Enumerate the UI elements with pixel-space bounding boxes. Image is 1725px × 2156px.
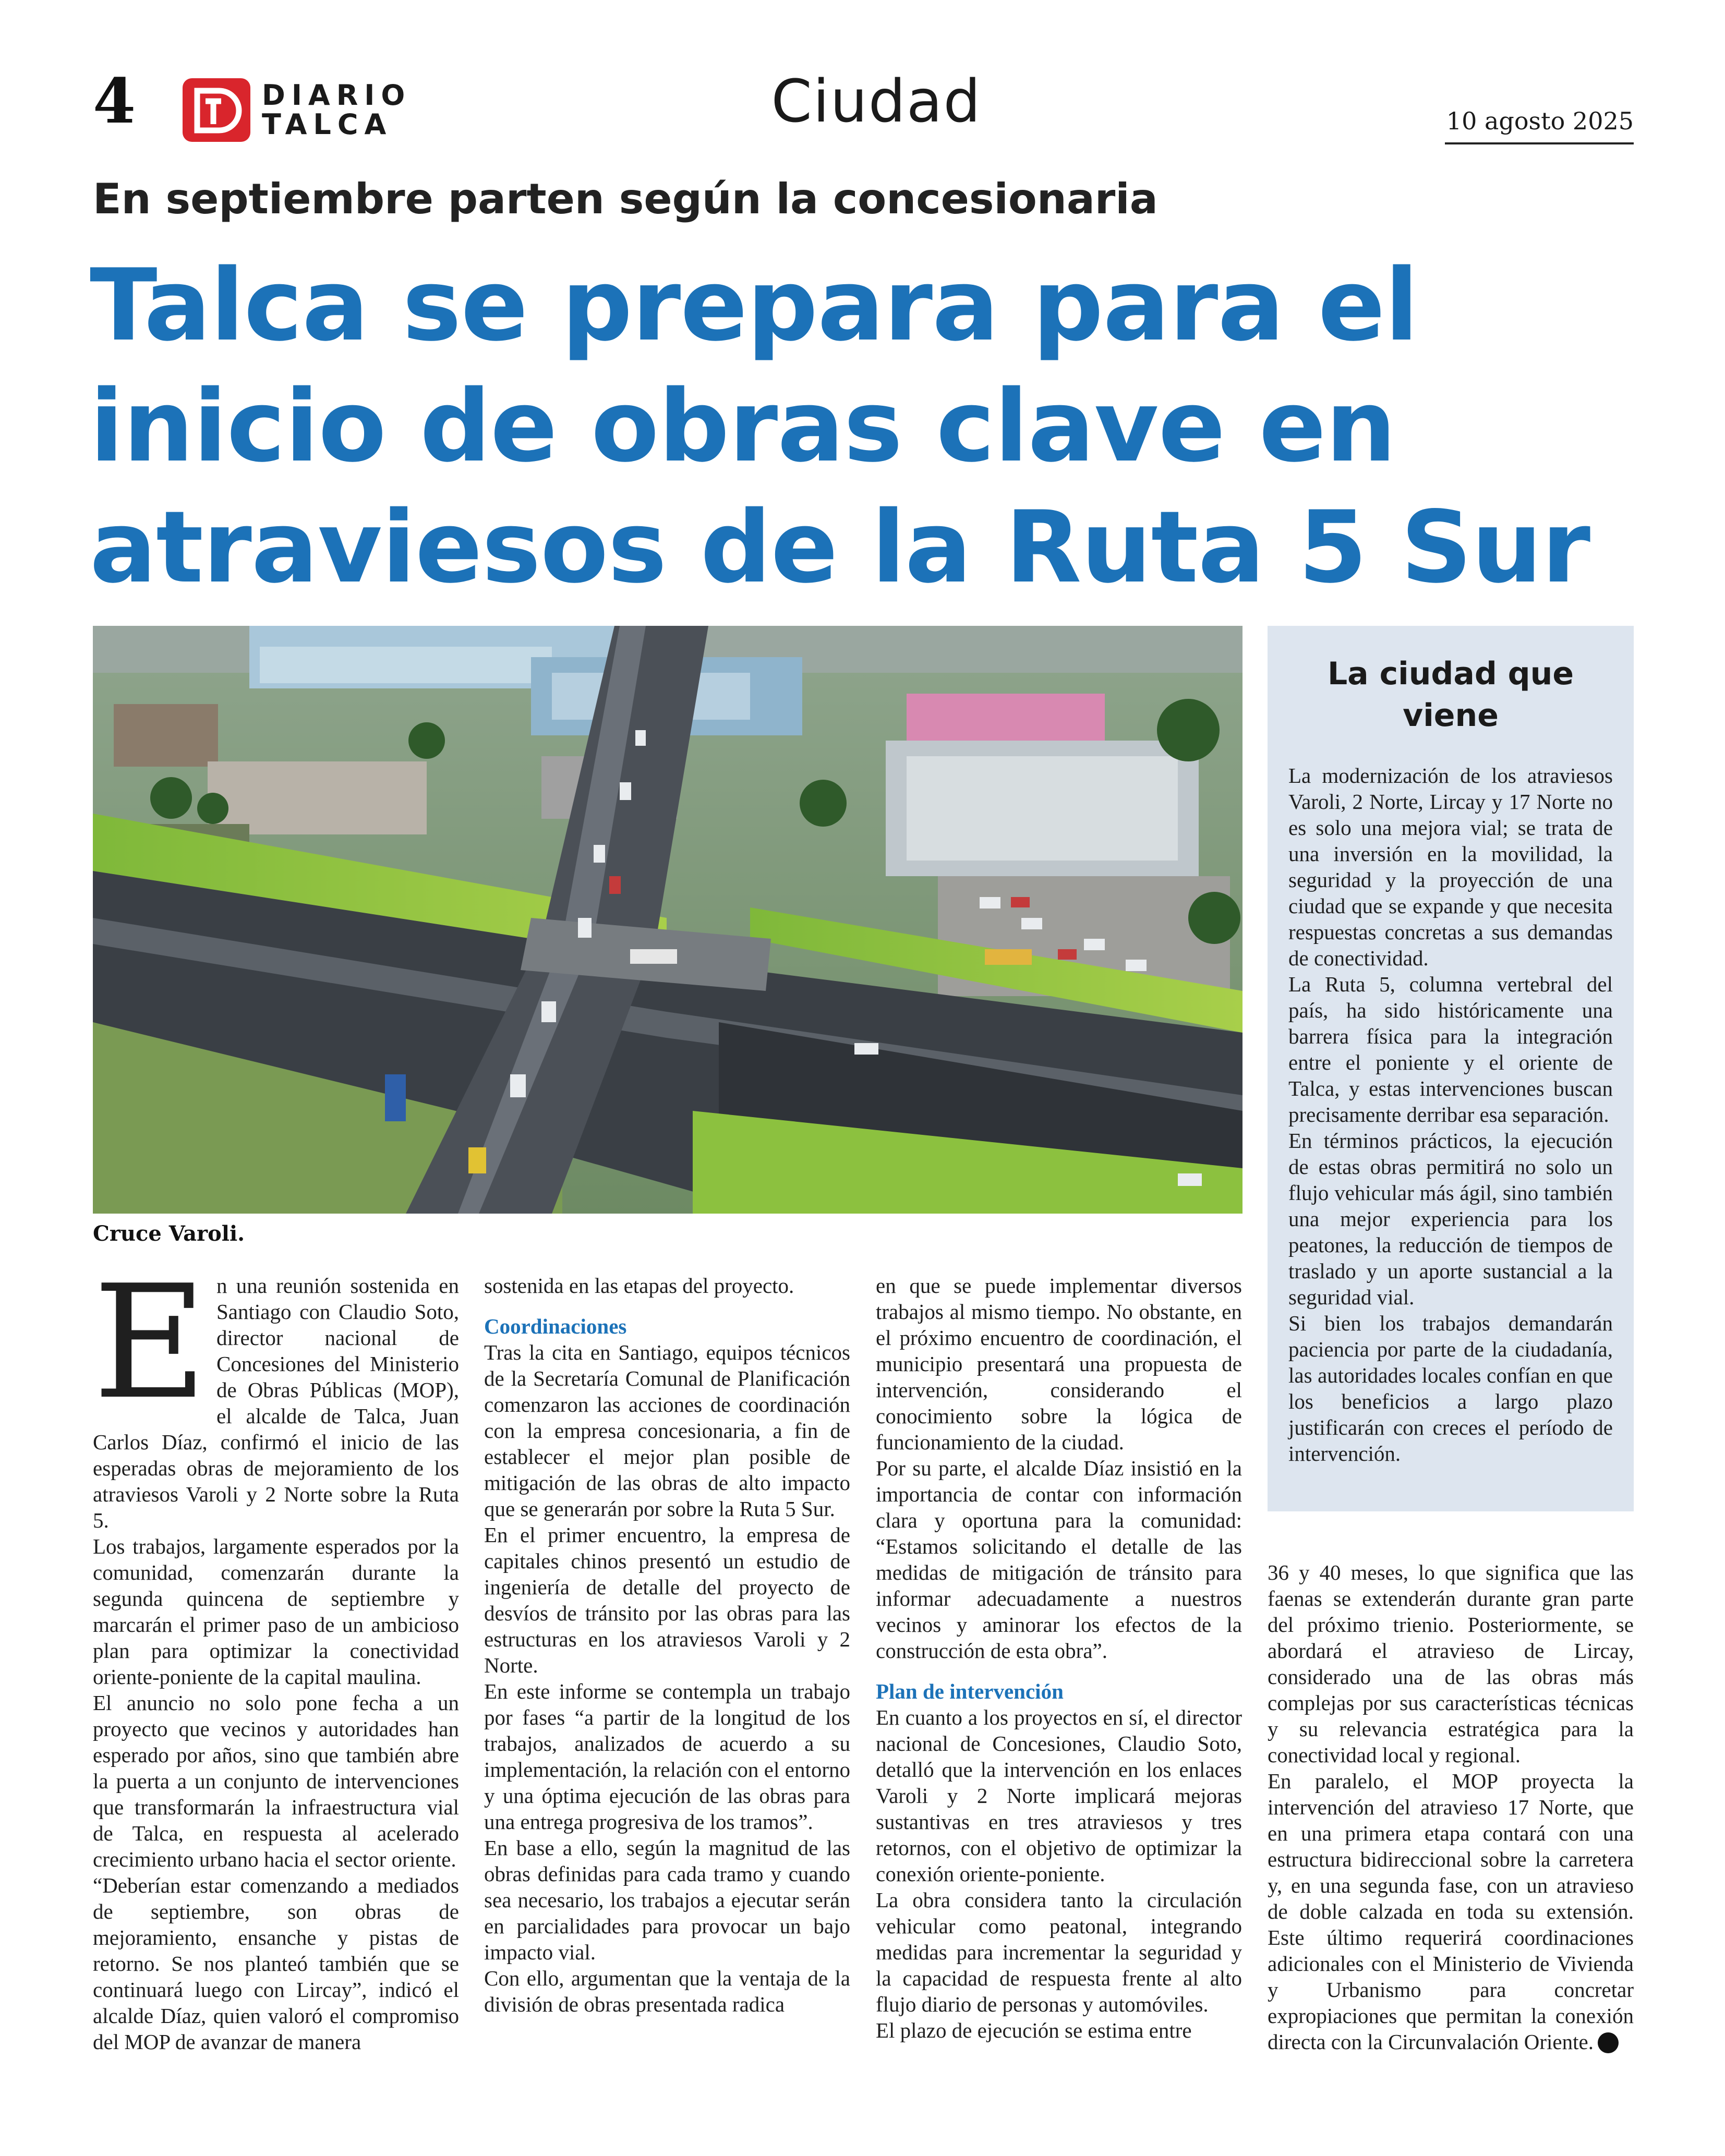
body-paragraph: Con ello, argumentan que la ventaja de la división de obras presentada radica [484,1966,850,2016]
body-paragraph: Por su parte, el alcalde Díaz insistió en la importancia de contar con información clara y oportuna para la comunidad: “Estamos solicitando el detalle de las medidas de mitigación de tránsito para informar adecuadamente a nuestros vecinos y aminorar los efectos de la construcción de esta obra”. [876,1456,1242,1663]
body-paragraph: El anuncio no solo pone fecha a un proyecto que vecinos y autoridades han esperado por años, sino que también abre la puerta a un conjunto de intervenciones que transformarán la infraestructura vial de Talca, en respuesta al acelerado crecimiento urbano hacia el sector oriente. [93,1691,459,1871]
issue-date: 10 agosto 2025 [1445,107,1634,144]
body-paragraph [1268,1768,1634,2055]
body-paragraph: La obra considera tanto la circulación vehicular como peatonal, integrando medidas para incrementar la seguridad y la capacidad de respuesta frente al alto flujo diario de personas y automóviles. [876,1888,1242,2016]
body-paragraph: n una reunión sostenida en Santiago con Claudio Soto, director nacional de Concesiones del Ministerio de Obras Públicas (MOP), el alcalde de Talca, Juan Carlos Díaz, confirmó el inicio de las esperadas obras de mejoramiento de los atraviesos Varoli y 2 Norte sobre la Ruta 5. [93,1274,459,1532]
article-headline: Talca se prepara para el inicio de obras clave en atraviesos de la Ruta 5 Sur [90,248,1590,605]
drop-cap: E [93,1252,207,1434]
article-column-1 [93,1252,459,2055]
sidebar-title: La ciudad que viene [1327,656,1574,734]
sidebar-paragraph: La Ruta 5, columna vertebral del país, ha sido históricamente una barrera física para la integración entre el poniente y el oriente de Talca, y estas intervenciones buscan precisamente derribar esa separación. [1288,972,1613,1127]
body-paragraph: 36 y 40 meses, lo que significa que las faenas se extenderán durante gran parte del próximo trienio. Posteriormente, se abordará el atravieso de Lircay, considerado una de las obras más complejas por sus características técnicas y su relevancia estratégica para la conectividad local y regional. [1268,1560,1634,1767]
body-paragraph: En base a ello, según la magnitud de las obras definidas para cada tramo y cuando sea necesario, los trabajos a ejecutar serán en parcialidades para provocar un bajo impacto vial. [484,1836,850,1964]
end-of-article-icon [1598,2032,1619,2053]
article-column-3 [876,1273,1242,2043]
logo-d-icon [183,78,250,142]
body-paragraph: En cuanto a los proyectos en sí, el director nacional de Concesiones, Claudio Soto, detalló que la intervención en los enlaces Varoli y 2 Norte implicará mejoras sustantivas en tres atraviesos y tres retornos, con el objetivo de optimizar la conexión oriente-poniente. [876,1705,1242,1886]
sidebar-paragraph: Si bien los trabajos demandarán paciencia por parte de la ciudadanía, las autoridades locales confían en que los beneficios a largo plazo justificarán con creces el período de intervención. [1288,1311,1613,1465]
logo-line-talca: TALCA [262,108,393,141]
sidebar-paragraph: En términos prácticos, la ejecución de estas obras permitirá no solo un flujo vehicular más ágil, sino también una mejor experiencia para los peatones, la reducción de tiempos de traslado y un aporte sustancial a la seguridad vial. [1288,1129,1613,1309]
logo-line-diario: DIARIO [262,79,412,112]
article-column-4 [1268,1559,1634,2055]
body-paragraph: En este informe se contempla un trabajo por fases “a partir de la longitud de los trabajos, analizados de acuerdo a su implementación, la relación con el entorno y una óptima ejecución de las obras para una entrega progresiva de los tramos”. [484,1679,850,1834]
body-paragraph-text: En paralelo, el MOP proyecta la intervención del atravieso 17 Norte, que en una primera etapa contará con una estructura bidireccional sobre la carretera y, en una segunda fase, con un atravieso de doble calzada en toda su extensión. Este último requerirá coordinaciones adicionales con el Ministerio de Vivienda y Urbanismo para concretar expropiaciones que permitan la conexión directa con la Circunvalación Oriente. [1268,1769,1634,2054]
subheading-plan-de-intervencion: Plan de intervención [876,1679,1064,1703]
logo-wordmark [262,81,411,139]
sidebar-box [1268,626,1634,1511]
subheading-coordinaciones: Coordinaciones [484,1314,627,1338]
body-paragraph: sostenida en las etapas del proyecto. [484,1274,794,1298]
section-title: Ciudad [771,68,982,136]
article-column-2 [484,1273,850,2017]
article-photo [93,626,1243,1214]
diario-talca-logo [183,78,411,142]
body-paragraph: El plazo de ejecución se estima entre [876,2018,1192,2042]
sidebar-paragraph: La modernización de los atraviesos Varoli, 2 Norte, Lircay y 17 Norte no es solo una mejora vial; se trata de una inversión en la movilidad, la seguridad y la proyección de una ciudad que se expande y que necesita respuestas concretas a sus demandas de conectividad. [1288,764,1613,970]
body-paragraph: Los trabajos, largamente esperados por la comunidad, comenzarán durante la segunda quincena de septiembre y marcarán el primer paso de un ambicioso plan para optimizar la conectividad oriente-poniente de la capital maulina. [93,1534,459,1689]
body-paragraph: Tras la cita en Santiago, equipos técnicos de la Secretaría Comunal de Planificación comenzaron las acciones de coordinación con la empresa concesionaria, a fin de establecer el mejor plan posible de mitigación de las obras de alto impacto que se generarán por sobre la Ruta 5 Sur. [484,1340,850,1521]
body-paragraph: “Deberían estar comenzando a mediados de septiembre, son obras de mejoramiento, ensanche y pistas de retorno. Se nos planteó también que se continuará luego con Lircay”, indicó el alcalde Díaz, quien valoró el compromiso del MOP de avanzar de manera [93,1873,459,2054]
body-paragraph: en que se puede implementar diversos trabajos al mismo tiempo. No obstante, en el próximo encuentro de coordinación, el municipio presentará una propuesta de intervención, considerando el conocimiento sobre la lógica de funcionamiento de la ciudad. [876,1274,1242,1454]
article-kicker: En septiembre parten según la concesionaria [93,175,1158,223]
body-paragraph: En el primer encuentro, la empresa de capitales chinos presentó un estudio de ingeniería de detalle del proyecto de desvíos de tránsito por las obras para las estructuras en los atraviesos Varoli y 2 Norte. [484,1523,850,1677]
photo-caption: Cruce Varoli. [93,1221,245,1246]
page-number: 4 [93,65,136,137]
